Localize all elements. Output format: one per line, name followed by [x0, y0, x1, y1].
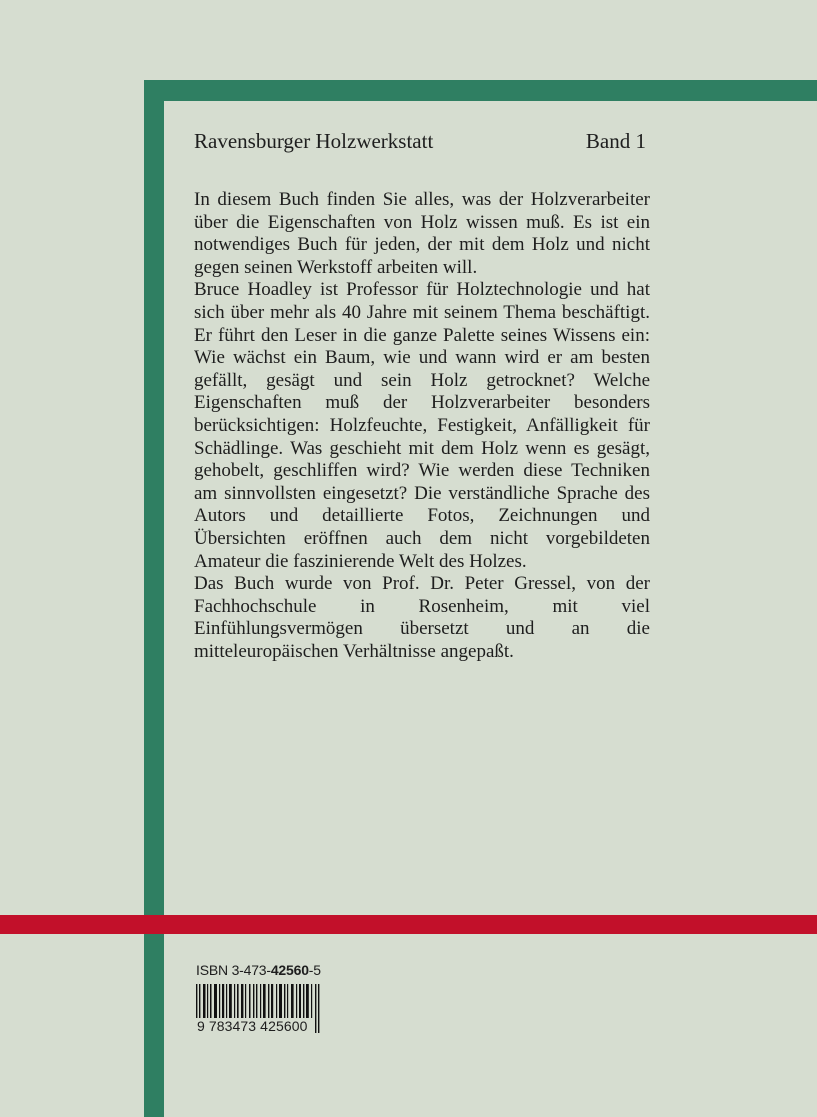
isbn-prefix: ISBN 3-473-: [196, 962, 271, 978]
blurb-paragraph-2: Bruce Hoadley ist Professor für Holztechnologie und hat sich über mehr als 40 Jahre mit seinem Thema beschäftigt. Er führt den Leser in die ganze Palette seines Wissens ein: Wie wächst ein Baum, wie und wann wird er am besten gefällt, gesägt und sein Holz getrocknet? Welche Eigenschaften muß der Holzverarbeiter besonders berücksichtigen: Holzfeuchte, Festigkeit, Anfälligkeit für Schädlinge. Was geschieht mit dem Holz wenn es gesägt, gehobelt, geschliffen wird? Wie werden diese Techniken am sinnvollsten eingesetzt? Die verständliche Sprache des Autors und detaillierte Fotos, Zeichnungen und Übersichten eröffnen auch dem nicht vorgebildeten Amateur die faszinierende Welt des Holzes.: [194, 279, 650, 572]
header: [194, 128, 646, 154]
blurb-text: [194, 189, 650, 663]
blurb-paragraph-1: In diesem Buch finden Sie alles, was der Holzverarbeiter über die Eigenschaften von Holz wissen muß. Es ist ein notwendiges Buch für jeden, der mit dem Holz und nicht gegen seinen Werkstoff arbeiten will.: [194, 189, 650, 278]
isbn-suffix: -5: [308, 962, 321, 978]
blurb-paragraph-3: Das Buch wurde von Prof. Dr. Peter Gressel, von der Fachhochschule in Rosenheim, mit viel Einfühlungsvermögen übersetzt und an die mitteleuropäischen Verhältnisse angepaßt.: [194, 573, 650, 662]
red-band: [0, 915, 817, 934]
top-green-band: [144, 80, 817, 101]
volume-label: Band 1: [585, 129, 646, 153]
left-green-band: [144, 80, 164, 1117]
barcode-digits: 9 783473 425600: [197, 1018, 308, 1034]
isbn-bold-part: 42560: [270, 962, 309, 978]
isbn-number: [196, 962, 321, 978]
series-title: Ravensburger Holzwerkstatt: [194, 129, 434, 153]
